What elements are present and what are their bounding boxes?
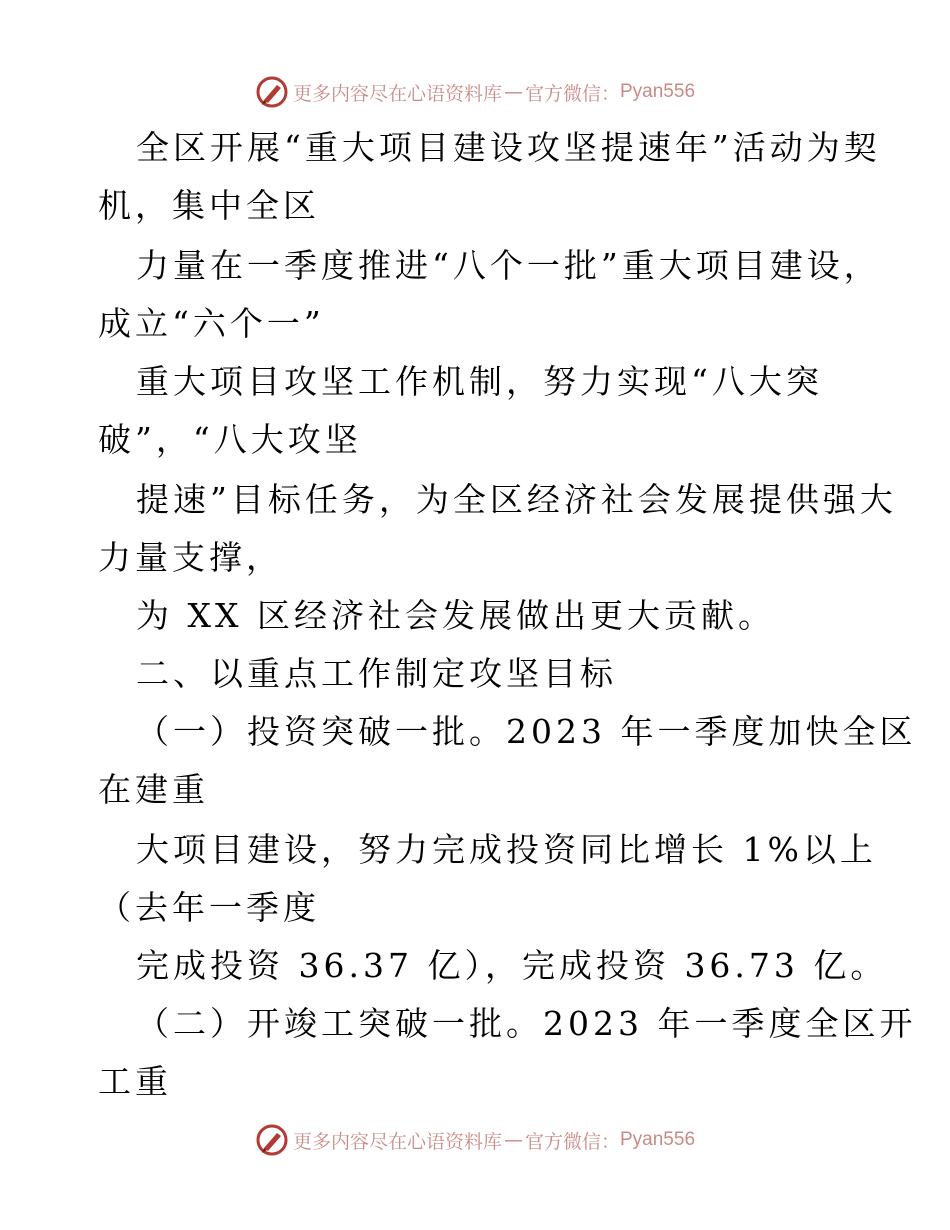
section-heading-2: 二、以重点工作制定攻坚目标 — [136, 654, 617, 693]
text-line-13: 大项目建设，努力完成投资同比增长 1%以上 — [136, 830, 877, 869]
text-line-2: 机，集中全区 — [98, 186, 320, 225]
text-line-11: （一）投资突破一批。2023 年一季度加快全区 — [136, 712, 917, 751]
watermark-label: 官方微信： — [524, 82, 620, 105]
footer-watermark — [0, 1120, 950, 1160]
watermark-label: 官方微信： — [524, 1130, 620, 1153]
text-line-14: （去年一季度 — [98, 888, 320, 927]
text-line-12: 在建重 — [98, 770, 209, 809]
pen-logo-icon — [255, 1123, 289, 1157]
header-watermark — [0, 72, 950, 112]
watermark-dash: — — [503, 1129, 523, 1151]
text-line-15: 完成投资 36.37 亿），完成投资 36.73 亿。 — [136, 946, 888, 985]
watermark-id: Pyan556 — [620, 81, 696, 102]
watermark-id: Pyan556 — [620, 1129, 696, 1150]
text-line-4: 成立“六个一” — [98, 304, 325, 343]
text-line-8: 力量支撑， — [98, 538, 283, 577]
watermark-dash: — — [503, 81, 523, 103]
text-line-6: 破”，“八大攻坚 — [98, 420, 362, 459]
text-line-16: （二）开竣工突破一批。2023 年一季度全区开 — [136, 1004, 917, 1043]
watermark-main-text: 更多内容尽在心语资料库 — [292, 82, 502, 105]
pen-logo-icon — [255, 75, 289, 109]
text-line-5: 重大项目攻坚工作机制，努力实现“八大突 — [136, 362, 823, 401]
text-line-9: 为 XX 区经济社会发展做出更大贡献。 — [136, 596, 775, 635]
text-line-17: 工重 — [98, 1062, 172, 1101]
text-line-3: 力量在一季度推进“八个一批”重大项目建设， — [136, 246, 881, 285]
text-line-1: 全区开展“重大项目建设攻坚提速年”活动为契 — [136, 128, 881, 167]
text-line-7: 提速”目标任务，为全区经济社会发展提供强大 — [136, 480, 897, 519]
watermark-main-text: 更多内容尽在心语资料库 — [292, 1130, 502, 1153]
